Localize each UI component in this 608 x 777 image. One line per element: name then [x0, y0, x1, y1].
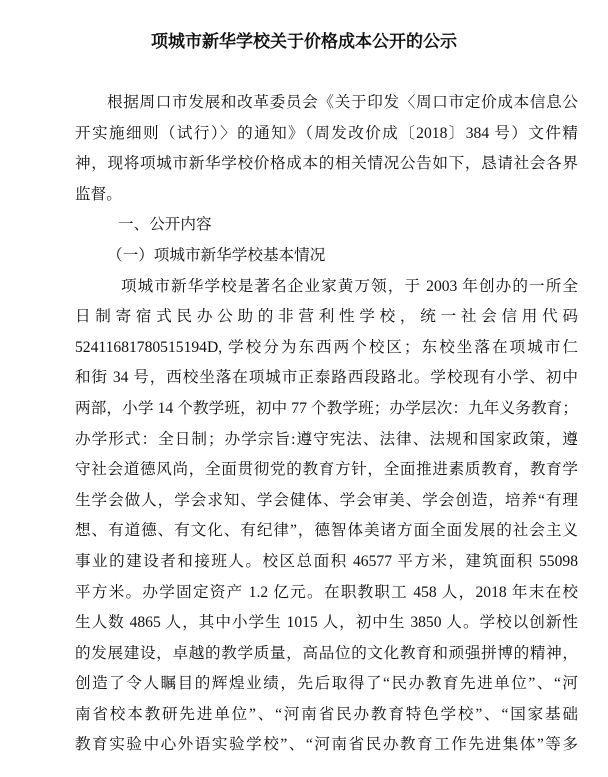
basic-info-line: 平方米。办学固定资产 1.2 亿元。在职教职工 458 人，2018 年末在校	[75, 583, 578, 601]
basic-info-line: 办学形式：全日制；办学宗旨:遵守宪法、法律、法规和国家政策，遵	[75, 430, 578, 448]
basic-info-line: 事业的建设者和接班人。校区总面积 46577 平方米，建筑面积 55098	[75, 552, 578, 570]
basic-info-paragraph	[75, 272, 578, 762]
basic-info-line: 的发展建设，卓越的教学质量，高品位的文化教育和顽强拼博的精神，	[75, 644, 578, 662]
document-body	[75, 88, 578, 761]
basic-info-line: 南省校本教研先进单位”、“河南省民办教育特色学校”、“国家基础	[75, 705, 578, 723]
basic-info-line: 生人数 4865 人，其中小学生 1015 人，初中生 3850 人。学校以创新性	[75, 614, 578, 632]
basic-info-line: 和街 34 号，西校坐落在项城市正泰路西段路北。学校现有小学、初中	[75, 369, 578, 387]
intro-line: 开实施细则（试行）〉的通知》（周发改价成〔2018〕384 号）文件精	[75, 124, 578, 142]
basic-info-line: 创造了令人瞩目的辉煌业绩，先后取得了“民办教育先进单位”、“河	[75, 675, 578, 693]
intro-line: 根据周口市发展和改革委员会《关于印发〈周口市定价成本信息公	[107, 94, 578, 111]
basic-info-line: 两部，小学 14 个教学班，初中 77 个教学班；办学层次：九年义务教育；	[75, 399, 578, 417]
document-title: 项城市新华学校关于价格成本公开的公示	[151, 32, 457, 52]
section-heading: 一、公开内容	[118, 216, 212, 234]
basic-info-line: 52411681780515194D, 学校分为东西两个校区；东校坐落在项城市仁	[75, 338, 578, 356]
basic-info-line: 日制寄宿式民办公助的非营利性学校，统一社会信用代码	[75, 308, 578, 326]
basic-info-line: 项城市新华学校是著名企业家黄万领，于 2003 年创办的一所全	[121, 277, 578, 295]
intro-paragraph	[75, 88, 578, 210]
subsection-heading: （一）项城市新华学校基本情况	[107, 246, 326, 264]
basic-info-line: 教育实验中心外语实验学校”、“河南省民办教育工作先进集体”等多	[75, 736, 578, 754]
intro-line: 监督。	[75, 185, 122, 203]
basic-info-line: 守社会道德风尚，全面贯彻党的教育方针，全面推进素质教育，教育学	[75, 461, 578, 479]
intro-line: 神，现将项城市新华学校价格成本的相关情况公告如下，恳请社会各界	[75, 155, 578, 173]
basic-info-line: 想、有道德、有文化、有纪律”，德智体美诸方面全面发展的社会主义	[75, 522, 578, 540]
basic-info-line: 生学会做人，学会求知、学会健体、学会审美、学会创造，培养“有理	[75, 491, 578, 509]
